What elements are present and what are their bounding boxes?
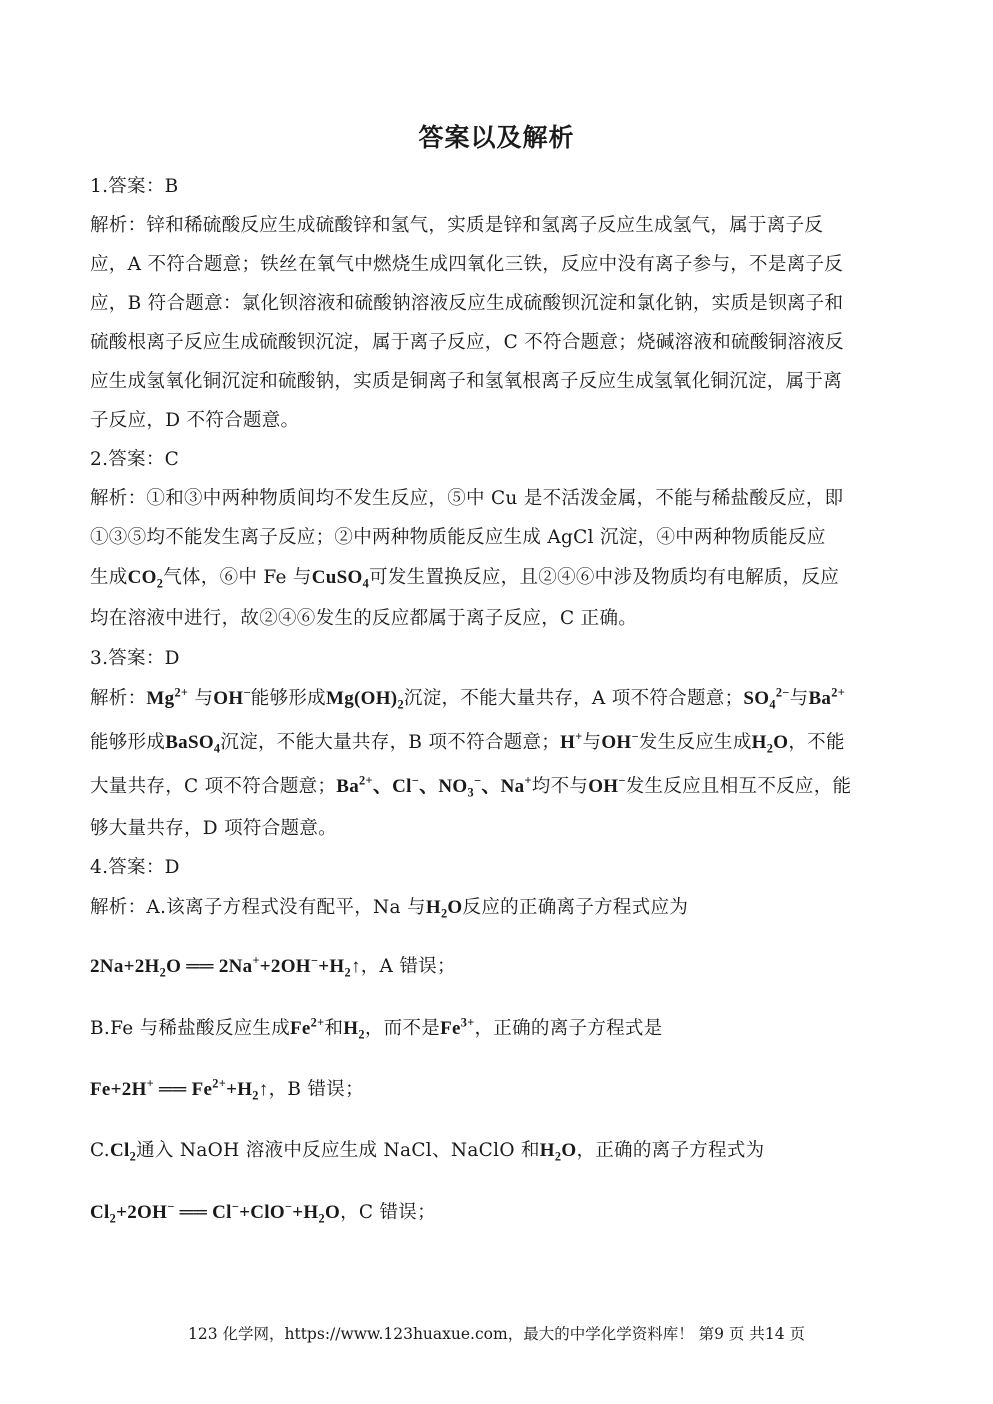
q4-equation-line: $Cl_2+2OH^-$ ══ $Cl^-+ClO^-+H_2O$，C 错误； [90, 1199, 436, 1226]
formula-oh-minus: OH− [213, 685, 251, 709]
q4-equation-line: $2Na+2H_2O$ ══ $2Na^++2OH^-+H_2↑$，A 错误； [90, 953, 456, 980]
q1-explanation-line: 应，A 不符合题意；铁丝在氧气中燃烧生成四氧化三铁，反应中没有离子参与，不是离子反 [90, 254, 844, 275]
q1-answer: 1.答案：B [90, 176, 179, 197]
equation-fe-acid: Fe+2H+ ══ $Fe^{2+}+H_2↑$ [90, 1076, 269, 1103]
formula-so4-2minus: $SO_4^{2-}$ [743, 685, 790, 712]
page-title: 答案以及解析 [418, 123, 575, 152]
q4-explanation-line: 解析：A.该离子方程式没有配平，Na 与$H_2O$反应的正确离子方程式应为 [90, 897, 689, 921]
q2-explanation-line: 解析：①和③中两种物质间均不发生反应，⑤中 Cu 是不活泼金属，不能与稀盐酸反应，即 [90, 488, 844, 509]
page-footer: 123 化学网，https://www.123huaxue.com，最大的中学化学资料库！ 第9 页 共14 页 [187, 1325, 805, 1343]
formula-h2o: $H_2O$ [539, 1140, 577, 1164]
formula-fe3plus: $Fe^{3+}$ [440, 1015, 475, 1039]
formula-ion-list: $Ba^{2+}$、Cl−、$NO_3^-$、Na+ [336, 773, 532, 800]
q4-equation-line: Fe+2H+ ══ $Fe^{2+}+H_2↑$，B 错误； [90, 1076, 364, 1103]
q2-explanation-line: ①③⑤均不能发生离子反应；②中两种物质能反应生成 AgCl 沉淀，④中两种物质能反应 [90, 527, 826, 548]
equation-cl2-naoh: $Cl_2+2OH^-$ ══ $Cl^-+ClO^-+H_2O$ [90, 1199, 341, 1226]
q3-explanation-line: 能够形成BaSO$_4$沉淀，不能大量共存，B 项不符合题意；H+与OH−发生反应生成$H_2O$，不能 [90, 729, 845, 756]
formula-mg-oh-2: $Mg(OH)_2$ [325, 688, 404, 712]
q4-explanation-line: $C.Cl_2$通入 NaOH 溶液中反应生成 NaCl、NaClO 和$H_2O$，正确的离子方程式为 [90, 1140, 765, 1164]
q4-answer: 4.答案：D [90, 857, 180, 878]
equation-na-water: $2Na+2H_2O$ ══ $2Na^++2OH^-+H_2↑$ [90, 953, 361, 980]
formula-cl2: $Cl_2$ [109, 1140, 137, 1164]
formula-h2: $H_2$ [343, 1018, 365, 1042]
formula-cuso4: CuSO$_4$ [311, 567, 370, 591]
q2-explanation-line: 均在溶液中进行，故②④⑥发生的反应都属于离子反应，C 正确。 [90, 608, 638, 629]
formula-ba2plus: $Ba^{2+}$ [808, 685, 846, 709]
q3-explanation-line: 解析：$Mg^{2+}$ 与OH−能够形成$Mg(OH)_2$沉淀，不能大量共存，A 项不符合题意；$SO_4^{2-}$与$Ba^{2+}$ [90, 685, 846, 712]
formula-oh-minus: OH− [588, 773, 626, 797]
q3-answer: 3.答案：D [90, 648, 180, 669]
formula-baso4: BaSO$_4$ [165, 732, 221, 756]
q1-explanation-line: 解析：锌和稀硫酸反应生成硫酸锌和氢气，实质是锌和氢离子反应生成氢气，属于离子反 [90, 215, 824, 236]
q1-explanation-line: 应，B 符合题意：氯化钡溶液和硫酸钠溶液反应生成硫酸钡沉淀和氯化钠，实质是钡离子和 [90, 293, 844, 314]
q4-explanation-line: B.Fe 与稀盐酸反应生成$Fe^{2+}$和$H_2$，而不是$Fe^{3+}$，正确的离子方程式是 [90, 1015, 663, 1042]
formula-co2: $CO_2$ [127, 567, 164, 591]
q3-explanation-line: 够大量共存，D 项符合题意。 [90, 818, 337, 839]
q1-explanation-line: 硫酸根离子反应生成硫酸钡沉淀，属于离子反应，C 不符合题意；烧碱溶液和硫酸铜溶液反 [90, 332, 844, 353]
q2-answer: 2.答案：C [90, 449, 180, 470]
q3-explanation-line: 大量共存，C 项不符合题意；$Ba^{2+}$、Cl−、$NO_3^-$、Na+均不与OH−发生反应且相互不反应，能 [90, 773, 852, 800]
formula-h2o: $H_2O$ [425, 897, 463, 921]
formula-h2o: $H_2O$ [751, 732, 789, 756]
formula-oh-minus: OH− [601, 729, 639, 753]
formula-mg2plus: $Mg^{2+}$ [146, 685, 189, 709]
formula-h-plus: H+ [560, 729, 583, 753]
q1-explanation-line: 应生成氢氧化铜沉淀和硫酸钠，实质是铜离子和氢氧根离子反应生成氢氧化铜沉淀，属于离 [90, 371, 843, 392]
formula-fe2plus: $Fe^{2+}$ [290, 1015, 325, 1039]
q1-explanation-line: 子反应，D 不符合题意。 [90, 410, 300, 431]
q2-explanation-line: 生成$CO_2$气体，⑥中 Fe 与CuSO$_4$可发生置换反应，且②④⑥中涉及物质均有电解质，反应 [90, 567, 840, 591]
